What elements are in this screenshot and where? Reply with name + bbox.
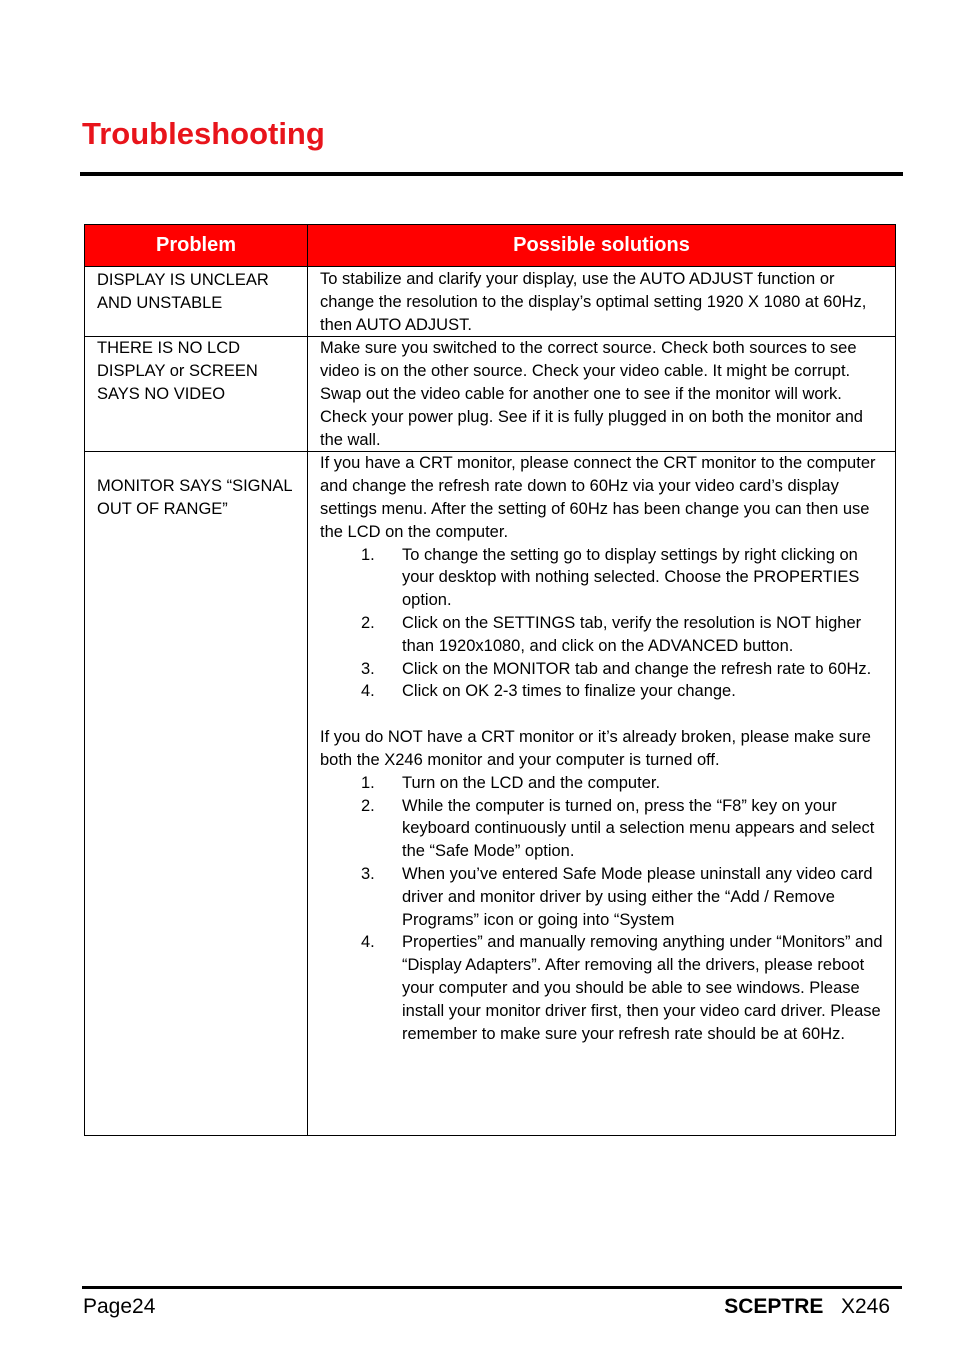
model-name: X246 bbox=[840, 1295, 890, 1318]
title-divider bbox=[80, 172, 903, 176]
solution-cell: To stabilize and clarify your display, use the AUTO ADJUST function or change the resolution to the display’s optimal setting 1920 X 1080 at 60Hz, then AUTO ADJUST. bbox=[308, 267, 896, 337]
page-number: Page24 bbox=[83, 1295, 156, 1318]
list-item: 2. While the computer is turned on, press the “F8” key on your keyboard continuously until a selection menu appears and select the “Safe Mode” option. bbox=[361, 796, 875, 861]
table-row bbox=[85, 267, 896, 337]
solution-cell: Make sure you switched to the correct source. Check both sources to see video is on the other source. Check your video cable. It might be corrupt. Swap out the video cable for another one to see if the monitor will work. Check your power plug. See if it is fully plugged in on both the monitor and the wall. bbox=[308, 337, 896, 452]
table-row bbox=[85, 337, 896, 452]
solution-cell bbox=[308, 452, 896, 1136]
problem-cell: DISPLAY IS UNCLEAR AND UNSTABLE bbox=[85, 267, 308, 337]
header-problem: Problem bbox=[85, 225, 308, 267]
solution-paragraph: If you have a CRT monitor, please connect the CRT monitor to the computer and change the refresh rate down to 60Hz via your video card’s display settings menu. After the setting of 60Hz has been change you can then use the LCD on the computer. bbox=[320, 454, 876, 541]
header-solutions: Possible solutions bbox=[308, 225, 896, 267]
footer-brand-model bbox=[724, 1294, 890, 1320]
brand-name: SCEPTRE bbox=[724, 1295, 824, 1318]
list-item: 4. Properties” and manually removing anything under “Monitors” and “Display Adapters”. After removing all the drivers, please reboot your computer and you should be able to see windows. Please install your monitor driver first, then your video card driver. Please remember to make sure your refresh rate should be at 60Hz. bbox=[361, 933, 883, 1043]
list-item: 2. Click on the SETTINGS tab, verify the resolution is NOT higher than 1920x1080, and click on the ADVANCED button. bbox=[361, 613, 862, 655]
list-item: 1. To change the setting go to display settings by right clicking on your desktop with nothing selected. Choose the PROPERTIES option. bbox=[361, 545, 860, 610]
problem-cell: THERE IS NO LCD DISPLAY or SCREEN SAYS NO VIDEO bbox=[85, 337, 308, 452]
page-title: Troubleshooting bbox=[82, 116, 325, 151]
troubleshooting-table bbox=[84, 224, 896, 1136]
list-item: 4. Click on OK 2-3 times to finalize your change. bbox=[361, 682, 736, 701]
list-item: 1. Turn on the LCD and the computer. bbox=[361, 773, 661, 792]
footer-divider bbox=[82, 1286, 902, 1289]
steps-list bbox=[320, 772, 885, 1046]
list-item: 3. Click on the MONITOR tab and change the refresh rate to 60Hz. bbox=[361, 659, 872, 678]
list-item: 3. When you’ve entered Safe Mode please uninstall any video card driver and monitor driver by using either the “Add / Remove Programs” icon or going into “System bbox=[361, 864, 873, 929]
solution-paragraph: If you do NOT have a CRT monitor or it’s already broken, please make sure both the X246 monitor and your computer is turned off. bbox=[320, 728, 871, 769]
problem-cell: MONITOR SAYS “SIGNAL OUT OF RANGE” bbox=[85, 452, 308, 1136]
table-header-row bbox=[85, 225, 896, 267]
steps-list bbox=[320, 544, 885, 704]
table-row bbox=[85, 452, 896, 1136]
